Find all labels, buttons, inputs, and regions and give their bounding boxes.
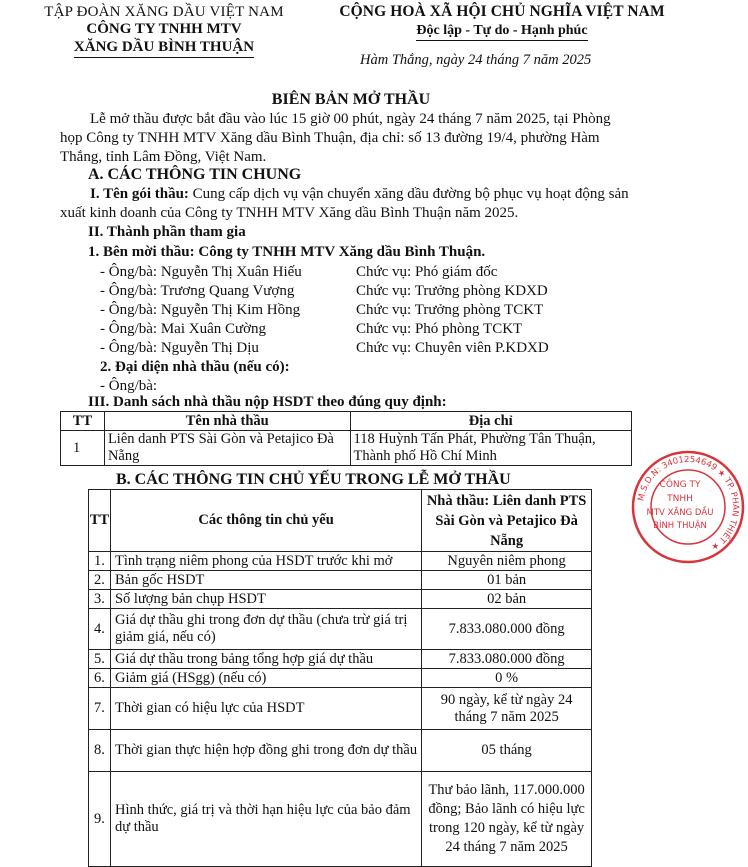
national-header (312, 2, 692, 41)
inviter-people-list (100, 263, 549, 358)
section-a-heading: A. CÁC THÔNG TIN CHUNG (88, 166, 302, 183)
svg-text:MTV XĂNG DẦU: MTV XĂNG DẦU (646, 508, 714, 518)
table-row (89, 552, 592, 571)
info-value: 05 tháng (422, 730, 592, 772)
nation-line-1: CỘNG HOÀ XÃ HỘI CHỦ NGHĨA VIỆT NAM (339, 3, 665, 20)
list-item (100, 320, 549, 339)
person-role: Chức vụ: Trưởng phòng TCKT (356, 302, 544, 318)
org-line-3: XĂNG DẦU BÌNH THUẬN (74, 39, 254, 58)
person-role: Chức vụ: Trưởng phòng KDXD (356, 283, 548, 299)
info-item: Thời gian thực hiện hợp đồng ghi trong đơn dự thầu (110, 730, 421, 772)
person-name: - Ông/bà: Trương Quang Vượng (100, 283, 295, 299)
organization-header (28, 4, 300, 58)
org-line-1: TẬP ĐOÀN XĂNG DẦU VIỆT NAM (44, 4, 284, 20)
info-value: Nguyên niêm phong (422, 552, 592, 571)
inviter-heading: 1. Bên mời thầu: Công ty TNHH MTV Xăng dầu Bình Thuận. (88, 244, 486, 260)
bidder-table (60, 411, 632, 466)
info-value: Thư bảo lãnh, 117.000.000 đồng; Bảo lãnh có hiệu lực trong 120 ngày, kể từ ngày 24 tháng 7 năm 2025 (422, 772, 592, 867)
row-number: 1. (89, 552, 111, 571)
info-item: Bản gốc HSDT (110, 571, 421, 590)
row-number: 3. (89, 590, 111, 609)
info-value: 01 bản (422, 571, 592, 590)
column-header: Nhà thầu: Liên danh PTS Sài Gòn và Petajico Đà Nẵng (422, 490, 592, 552)
table-row (89, 730, 592, 772)
person-role: Chức vụ: Phó phòng TCKT (356, 321, 523, 337)
table-row (89, 590, 592, 609)
table-row (89, 688, 592, 730)
row-number: 2. (89, 571, 111, 590)
bidder-address: 118 Huỳnh Tấn Phát, Phường Tân Thuận, Thành phố Hồ Chí Minh (350, 431, 631, 466)
list-item (100, 282, 549, 301)
column-header: TT (89, 490, 111, 552)
row-number: 5. (89, 650, 111, 669)
table-row (89, 669, 592, 688)
document-date: Hàm Thắng, ngày 24 tháng 7 năm 2025 (360, 52, 592, 68)
column-header: Các thông tin chủ yếu (110, 490, 421, 552)
column-header: Địa chỉ (350, 412, 631, 431)
person-name: - Ông/bà: Nguyễn Thị Xuân Hiếu (100, 264, 302, 280)
column-header: Tên nhà thầu (104, 412, 350, 431)
nation-line-2: Độc lập - Tự do - Hạnh phúc (416, 22, 587, 41)
info-value: 7.833.080.000 đồng (422, 650, 592, 669)
row-number: 9. (89, 772, 111, 867)
table-header-row (61, 412, 632, 431)
bidder-rep-heading: 2. Đại diện nhà thầu (nếu có): (100, 359, 290, 375)
info-item: Giá dự thầu trong bảng tổng hợp giá dự thầu (110, 650, 421, 669)
row-number: 7. (89, 688, 111, 730)
list-item (100, 301, 549, 320)
seal-ring-text: M.S.D.N: 3401254649 ★ TP. PHAN THIẾT ★ (636, 454, 741, 552)
info-item: Hình thức, giá trị và thời hạn hiệu lực của bảo đảm dự thầu (110, 772, 421, 867)
info-item: Tình trạng niêm phong của HSDT trước khi mở (110, 552, 421, 571)
bidder-list-heading: III. Danh sách nhà thầu nộp HSDT theo đúng quy định: (88, 394, 447, 410)
table-row (89, 650, 592, 669)
svg-text:CÔNG TY: CÔNG TY (659, 480, 701, 490)
package-label: I. Tên gói thầu: (90, 186, 189, 202)
row-number: 8. (89, 730, 111, 772)
info-table (88, 489, 592, 867)
info-value: 90 ngày, kể từ ngày 24 tháng 7 năm 2025 (422, 688, 592, 730)
table-header-row (89, 490, 592, 552)
package-paragraph (60, 185, 632, 223)
section-b-heading: B. CÁC THÔNG TIN CHỦ YẾU TRONG LỄ MỞ THẦU (116, 471, 511, 488)
seal-outer-ring (633, 452, 743, 562)
svg-text:BÌNH THUẬN: BÌNH THUẬN (653, 521, 707, 531)
list-item (100, 339, 549, 358)
company-seal-stamp (628, 447, 748, 567)
person-name: - Ông/bà: Nguyễn Thị Dịu (100, 340, 259, 356)
bidder-name: Liên danh PTS Sài Gòn và Petajico Đà Nẵng (104, 431, 350, 466)
info-value: 7.833.080.000 đồng (422, 609, 592, 650)
row-number: 4. (89, 609, 111, 650)
row-number: 6. (89, 669, 111, 688)
info-item: Số lượng bản chụp HSDT (110, 590, 421, 609)
table-row (89, 571, 592, 590)
table-row (89, 609, 592, 650)
person-role: Chức vụ: Chuyên viên P.KDXD (356, 340, 549, 356)
list-item (100, 263, 549, 282)
person-role: Chức vụ: Phó giám đốc (356, 264, 498, 280)
info-item: Thời gian có hiệu lực của HSDT (110, 688, 421, 730)
row-number: 1 (61, 431, 105, 466)
participants-heading: II. Thành phần tham gia (88, 224, 246, 240)
intro-paragraph: Lễ mở thầu được bắt đầu vào lúc 15 giờ 00 phút, ngày 24 tháng 7 năm 2025, tại Phòng họp Công ty TNHH MTV Xăng dầu Bình Thuận, địa chỉ: số 13 đường 19/4, phường Hàm Thắng, tỉnh Lâm Đồng, Việt Nam. (60, 111, 611, 165)
info-value: 0 % (422, 669, 592, 688)
person-name: - Ông/bà: Mai Xuân Cường (100, 321, 267, 337)
info-item: Giảm giá (HSgg) (nếu có) (110, 669, 421, 688)
document-title: BIÊN BẢN MỞ THẦU (271, 91, 431, 108)
column-header: TT (61, 412, 105, 431)
info-value: 02 bản (422, 590, 592, 609)
svg-text:TNHH: TNHH (667, 494, 693, 504)
org-line-2: CÔNG TY TNHH MTV (86, 21, 242, 37)
info-item: Giá dự thầu ghi trong đơn dự thầu (chưa trừ giá trị giảm giá, nếu có) (110, 609, 421, 650)
table-row (61, 431, 632, 466)
package-text: Cung cấp dịch vụ vận chuyển xăng dầu đường bộ phục vụ hoạt động sản xuất kinh doanh của Công ty TNHH MTV Xăng dầu Bình Thuận năm 2025. (60, 186, 629, 221)
table-row (89, 772, 592, 867)
bidder-rep-line: - Ông/bà: (100, 378, 158, 394)
person-name: - Ông/bà: Nguyễn Thị Kim Hồng (100, 302, 301, 318)
